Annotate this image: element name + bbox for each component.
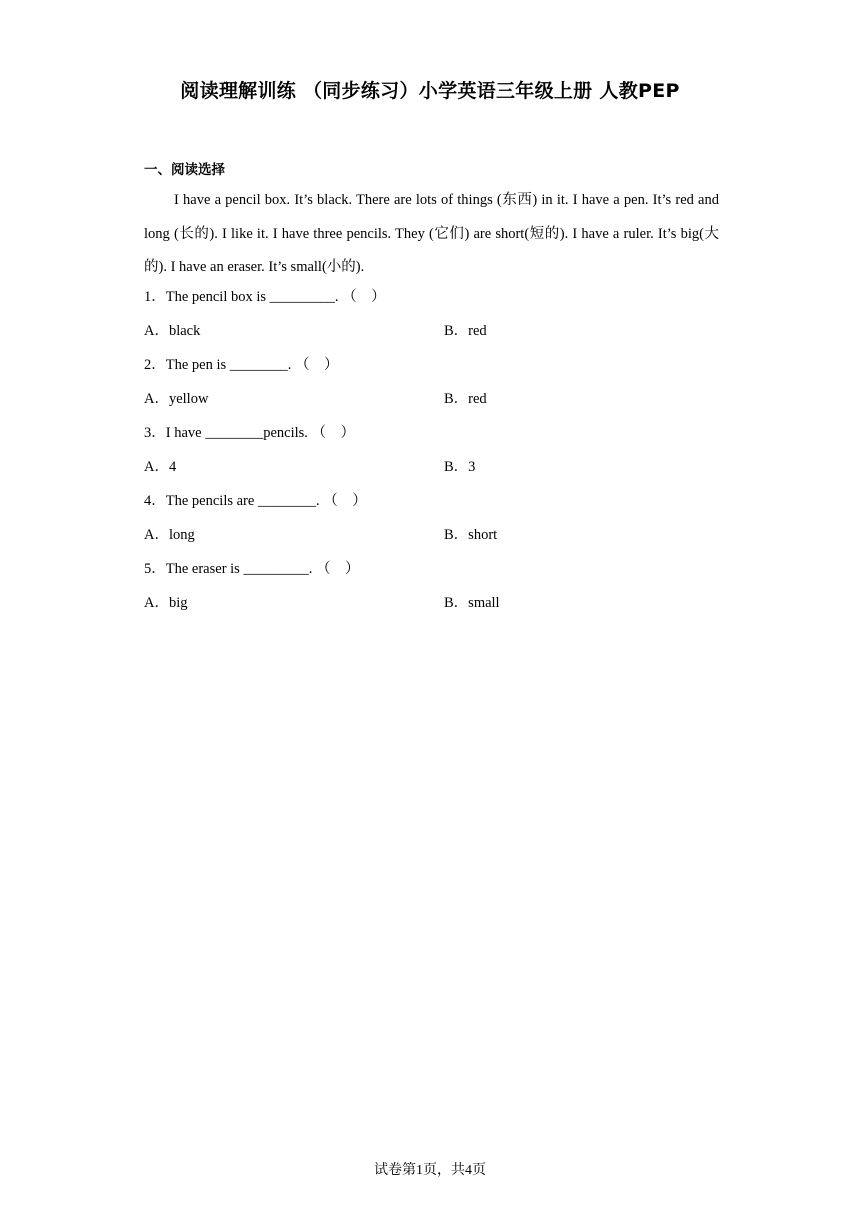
option-b: B．small [444, 595, 500, 611]
option-b: B．3 [444, 459, 476, 475]
question-stem: 2．The pen is ________. （ ） [144, 357, 339, 373]
question-stem: 5．The eraser is _________. （ ） [144, 561, 360, 577]
option-a: A．black [144, 323, 201, 339]
question-options [144, 387, 719, 421]
document-title: 阅读理解训练 （同步练习）小学英语三年级上册 人教PEP [180, 80, 680, 102]
page-footer: 试卷第1页，共4页 [374, 1163, 486, 1178]
option-a: A．yellow [144, 391, 209, 407]
option-b: B．short [444, 527, 498, 543]
option-b: B．red [444, 391, 487, 407]
option-a: A．big [144, 595, 188, 611]
question-1 [144, 285, 719, 353]
question-3 [144, 421, 719, 489]
passage-text: I have a pencil box. It’s black. There are lots of things (东西) in it. I have a pen. It’s red and long (长的). I like it. I have three pencils. They (它们) are short(短的). I have a ruler. It’s big(大的). I have an eraser. It’s small(小的). [144, 192, 719, 275]
question-options [144, 591, 719, 625]
question-stem: 4．The pencils are ________. （ ） [144, 493, 367, 509]
option-b: B．red [444, 323, 487, 339]
question-5 [144, 557, 719, 625]
section-heading: 一、阅读选择 [144, 162, 225, 178]
option-a: A．4 [144, 459, 177, 475]
question-2 [144, 353, 719, 421]
question-stem: 1．The pencil box is _________. （ ） [144, 289, 386, 305]
question-4 [144, 489, 719, 557]
option-a: A．long [144, 527, 195, 543]
question-options [144, 523, 719, 557]
reading-passage [144, 184, 719, 285]
question-options [144, 319, 719, 353]
question-options [144, 455, 719, 489]
question-list [144, 285, 719, 625]
question-stem: 3．I have ________pencils. （ ） [144, 425, 356, 441]
